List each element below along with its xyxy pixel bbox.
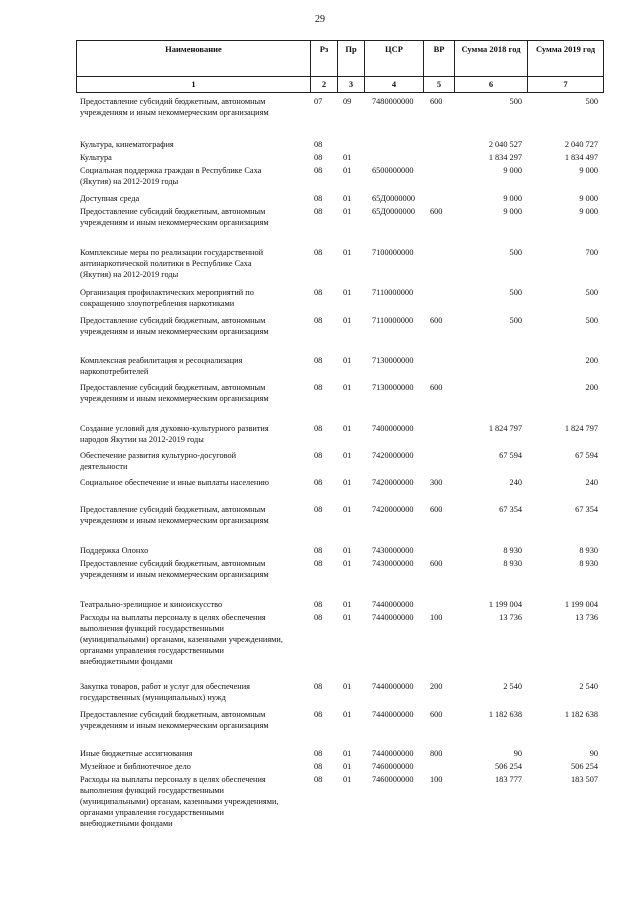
row-name: Предоставление субсидий бюджетным, автономным учреждениям и иным некоммерческим организациям	[80, 505, 269, 525]
header-bottom-rule	[76, 92, 604, 93]
row-sum-2018: 67 354	[499, 505, 522, 514]
row-csr: 7460000000	[372, 762, 414, 771]
row-name: Предоставление субсидий бюджетным, автономным учреждениям и иным некоммерческим организациям	[80, 383, 269, 403]
row-csr: 7130000000	[372, 356, 414, 365]
row-pr: 01	[343, 546, 352, 555]
row-pr: 01	[343, 356, 352, 365]
row-pr: 01	[343, 505, 352, 514]
row-name: Иные бюджетные ассигнования	[80, 749, 193, 758]
row-sum-2019: 13 736	[575, 613, 598, 622]
row-sum-2019: 2 540	[579, 682, 598, 691]
row-name: Комплексные меры по реализации государственной антинаркотической политики в Республике Саха (Якутия) на 2012-2019 годы	[80, 248, 264, 279]
row-name: Расходы на выплаты персоналу в целях обеспечения выполнения функций государственными (муниципальными) органам, казенными учреждениями, органами управления государственными внебюджетными фондами	[80, 775, 279, 828]
row-pr: 01	[343, 194, 352, 203]
row-pr: 01	[343, 166, 352, 175]
row-sum-2018: 500	[509, 97, 522, 106]
row-rz: 08	[314, 153, 323, 162]
row-vr: 600	[430, 710, 443, 719]
header-top-rule	[76, 40, 604, 41]
row-name: Организация профилактических мероприятий по сокращению злоупотребления наркотиками	[80, 288, 254, 308]
row-pr: 01	[343, 710, 352, 719]
row-sum-2018: 9 000	[503, 207, 522, 216]
row-csr: 7110000000	[372, 316, 414, 325]
row-sum-2018: 183 777	[495, 775, 522, 784]
row-sum-2018: 9 000	[503, 194, 522, 203]
row-pr: 01	[343, 316, 352, 325]
row-sum-2019: 9 000	[579, 166, 598, 175]
row-pr: 01	[343, 775, 352, 784]
row-sum-2019: 1 199 004	[564, 600, 598, 609]
row-sum-2019: 500	[585, 97, 598, 106]
row-pr: 01	[343, 762, 352, 771]
row-rz: 08	[314, 559, 323, 568]
column-number: 6	[488, 79, 494, 89]
row-sum-2019: 240	[585, 478, 598, 487]
row-name: Предоставление субсидий бюджетным, автономным учреждениям и иным некоммерческим организациям	[80, 97, 269, 117]
row-pr: 01	[343, 682, 352, 691]
row-sum-2018: 2 040 527	[488, 140, 522, 149]
row-sum-2019: 1 824 797	[564, 424, 598, 433]
row-name: Предоставление субсидий бюджетным, автономным учреждениям и иным некоммерческим организациям	[80, 316, 269, 336]
row-sum-2018: 500	[509, 248, 522, 257]
row-sum-2019: 500	[585, 316, 598, 325]
row-pr: 01	[343, 600, 352, 609]
row-pr: 01	[343, 478, 352, 487]
row-sum-2018: 8 930	[503, 559, 522, 568]
row-csr: 7100000000	[372, 248, 414, 257]
row-vr: 600	[430, 505, 443, 514]
header-pr: Пр	[345, 44, 357, 54]
row-name: Поддержка Олонхо	[80, 546, 149, 555]
row-sum-2018: 506 254	[495, 762, 522, 771]
row-rz: 08	[314, 383, 323, 392]
row-csr: 7400000000	[372, 424, 414, 433]
row-sum-2018: 13 736	[499, 613, 522, 622]
row-name: Социальная поддержка граждан в Республике Саха (Якутия) на 2012-2019 годы	[80, 166, 262, 186]
row-rz: 08	[314, 166, 323, 175]
row-vr: 200	[430, 682, 443, 691]
row-name: Предоставление субсидий бюджетным, автономным учреждениям и иным некоммерческим организациям	[80, 710, 269, 730]
row-pr: 01	[343, 207, 352, 216]
row-csr: 7440000000	[372, 682, 414, 691]
row-name: Музейное и библиотечное дело	[80, 762, 191, 771]
row-sum-2018: 1 199 004	[488, 600, 522, 609]
row-csr: 7420000000	[372, 478, 414, 487]
row-rz: 08	[314, 207, 323, 216]
row-name: Обеспечение развития культурно-досуговой деятельности	[80, 451, 237, 471]
row-vr: 600	[430, 316, 443, 325]
row-rz: 08	[314, 762, 323, 771]
row-name: Социальное обеспечение и иные выплаты населению	[80, 478, 269, 487]
row-csr: 7130000000	[372, 383, 414, 392]
row-sum-2019: 506 254	[571, 762, 598, 771]
row-csr: 7460000000	[372, 775, 414, 784]
row-name: Создание условий для духовно-культурного развития народов Якутии на 2012-2019 годы	[80, 424, 269, 444]
row-csr: 7420000000	[372, 451, 414, 460]
row-vr: 600	[430, 383, 443, 392]
row-pr: 01	[343, 451, 352, 460]
row-sum-2018: 500	[509, 288, 522, 297]
row-name: Культура, кинематография	[80, 140, 174, 149]
row-vr: 800	[430, 749, 443, 758]
row-pr: 01	[343, 153, 352, 162]
header-name: Наименование	[165, 44, 222, 54]
column-number: 3	[348, 79, 354, 89]
row-rz: 08	[314, 248, 323, 257]
row-rz: 08	[314, 140, 323, 149]
row-sum-2019: 200	[585, 383, 598, 392]
row-sum-2019: 9 000	[579, 207, 598, 216]
row-sum-2019: 200	[585, 356, 598, 365]
row-rz: 08	[314, 600, 323, 609]
row-pr: 01	[343, 288, 352, 297]
row-sum-2019: 183 507	[571, 775, 598, 784]
row-vr: 600	[430, 207, 443, 216]
row-rz: 08	[314, 478, 323, 487]
row-csr: 65Д0000000	[372, 194, 415, 203]
row-csr: 7440000000	[372, 613, 414, 622]
row-csr: 6500000000	[372, 166, 414, 175]
header-vr: ВР	[433, 44, 445, 54]
row-pr: 01	[343, 613, 352, 622]
header-middle-rule	[76, 76, 604, 77]
row-rz: 08	[314, 356, 323, 365]
row-rz: 08	[314, 775, 323, 784]
row-sum-2018: 2 540	[503, 682, 522, 691]
row-vr: 100	[430, 775, 443, 784]
row-rz: 08	[314, 424, 323, 433]
row-sum-2019: 700	[585, 248, 598, 257]
row-csr: 7440000000	[372, 600, 414, 609]
header-divider	[603, 40, 604, 93]
row-rz: 08	[314, 546, 323, 555]
row-sum-2019: 9 000	[579, 194, 598, 203]
row-sum-2019: 67 354	[575, 505, 598, 514]
row-sum-2018: 500	[509, 316, 522, 325]
row-csr: 7440000000	[372, 710, 414, 719]
row-sum-2019: 2 040 727	[564, 140, 598, 149]
row-sum-2019: 1 834 497	[564, 153, 598, 162]
row-pr: 01	[343, 383, 352, 392]
row-sum-2018: 1 824 797	[488, 424, 522, 433]
row-rz: 08	[314, 194, 323, 203]
row-rz: 08	[314, 710, 323, 719]
row-sum-2019: 8 930	[579, 546, 598, 555]
row-sum-2019: 500	[585, 288, 598, 297]
row-csr: 7440000000	[372, 749, 414, 758]
row-name: Расходы на выплаты персоналу в целях обеспечения выполнения функций государственными (муниципальными) органами, казенными учреждениями, органами управления государственными внебюджетными фондами	[80, 613, 283, 666]
row-csr: 7420000000	[372, 505, 414, 514]
row-rz: 08	[314, 288, 323, 297]
row-name: Комплексная реабилитация и ресоциализация наркопотребителей	[80, 356, 243, 376]
row-sum-2018: 1 834 297	[488, 153, 522, 162]
row-sum-2019: 67 594	[575, 451, 598, 460]
row-vr: 300	[430, 478, 443, 487]
header-rz: Рз	[319, 44, 329, 54]
row-sum-2019: 8 930	[579, 559, 598, 568]
row-pr: 01	[343, 424, 352, 433]
row-name: Закупка товаров, работ и услуг для обеспечения государственных (муниципальных) нужд	[80, 682, 250, 702]
row-csr: 7110000000	[372, 288, 414, 297]
row-rz: 08	[314, 505, 323, 514]
row-vr: 600	[430, 97, 443, 106]
row-sum-2018: 90	[513, 749, 522, 758]
row-sum-2019: 1 182 638	[564, 710, 598, 719]
row-sum-2018: 240	[509, 478, 522, 487]
row-vr: 600	[430, 559, 443, 568]
row-csr: 7430000000	[372, 559, 414, 568]
row-name: Доступная среда	[80, 194, 140, 203]
row-pr: 01	[343, 749, 352, 758]
row-rz: 07	[314, 97, 323, 106]
row-rz: 08	[314, 613, 323, 622]
row-rz: 08	[314, 682, 323, 691]
row-sum-2018: 9 000	[503, 166, 522, 175]
row-name: Культура	[80, 153, 112, 162]
row-sum-2018: 8 930	[503, 546, 522, 555]
column-number: 1	[191, 79, 196, 89]
row-csr: 7430000000	[372, 546, 414, 555]
header-sum-2019: Сумма 2019 год	[535, 44, 596, 54]
row-rz: 08	[314, 316, 323, 325]
column-number: 2	[321, 79, 327, 89]
row-rz: 08	[314, 749, 323, 758]
row-pr: 01	[343, 559, 352, 568]
row-vr: 100	[430, 613, 443, 622]
column-number: 7	[563, 79, 568, 89]
row-rz: 08	[314, 451, 323, 460]
row-pr: 09	[343, 97, 352, 106]
row-csr: 7480000000	[372, 97, 414, 106]
row-csr: 65Д0000000	[372, 207, 415, 216]
row-name: Театрально-зрелищное и киноискусство	[80, 600, 223, 609]
header-sum-2018: Сумма 2018 год	[461, 44, 521, 54]
header-csr: ЦСР	[385, 44, 403, 54]
row-sum-2018: 1 182 638	[488, 710, 522, 719]
row-pr: 01	[343, 248, 352, 257]
row-name: Предоставление субсидий бюджетным, автономным учреждениям и иным некоммерческим организациям	[80, 559, 269, 579]
page-number: 29	[315, 14, 325, 25]
row-sum-2019: 90	[589, 749, 598, 758]
row-name: Предоставление субсидий бюджетным, автономным учреждениям и иным некоммерческим организациям	[80, 207, 269, 227]
column-number: 4	[391, 79, 397, 89]
column-number: 5	[436, 79, 442, 89]
row-sum-2018: 67 594	[499, 451, 522, 460]
